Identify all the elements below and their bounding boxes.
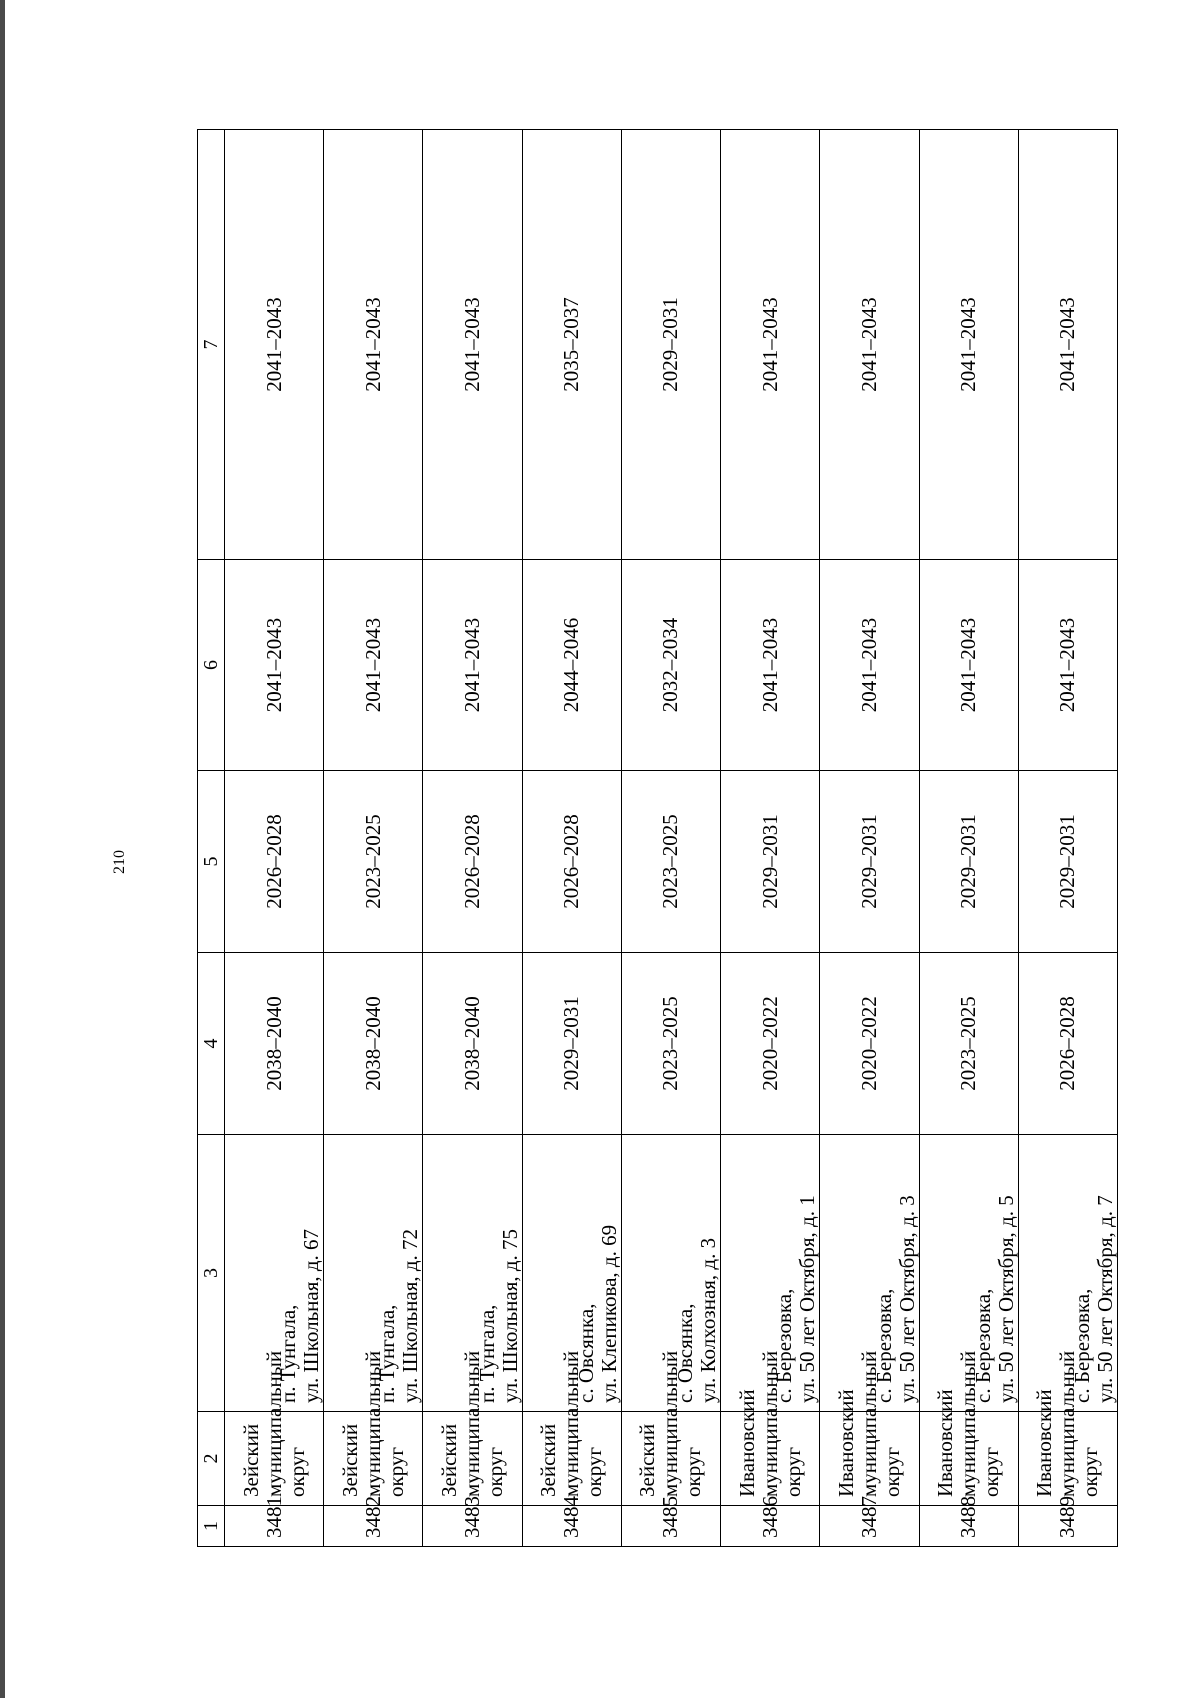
scan-left-edge xyxy=(0,0,5,1698)
address-line: с. Березовка, xyxy=(871,1288,896,1403)
period-cell-6: 2041–2043 xyxy=(324,560,423,771)
period-cell-7: 2041–2043 xyxy=(423,130,522,560)
table-header-row xyxy=(198,130,225,1547)
period-cell-4: 2020–2022 xyxy=(820,953,919,1135)
district-line: Зейский xyxy=(437,1423,462,1497)
column-header-1: 1 xyxy=(198,1506,225,1547)
period-cell-6: 2041–2043 xyxy=(423,560,522,771)
data-table xyxy=(197,129,1118,1547)
row-number-cell: 3488 xyxy=(919,1506,1018,1547)
address-line: с. Березовка, xyxy=(1070,1288,1094,1403)
district-cell xyxy=(820,1350,919,1506)
row-number-cell: 3485 xyxy=(621,1506,720,1547)
row-number-cell: 3484 xyxy=(522,1506,621,1547)
address-line: ул. 50 лет Октября, д. 7 xyxy=(1093,1195,1117,1403)
district-cell xyxy=(721,1350,820,1506)
row-number-cell: 3489 xyxy=(1018,1506,1117,1547)
period-cell-7: 2041–2043 xyxy=(919,130,1018,560)
district-line: Ивановский xyxy=(933,1389,958,1497)
district-line: муниципальный xyxy=(559,1350,584,1497)
district-line: округ xyxy=(383,1446,408,1497)
period-cell-6: 2041–2043 xyxy=(820,560,919,771)
period-cell-4: 2023–2025 xyxy=(919,953,1018,1135)
period-cell-6: 2041–2043 xyxy=(721,560,820,771)
row-number-cell: 3483 xyxy=(423,1506,522,1547)
row-number-cell: 3486 xyxy=(721,1506,820,1547)
period-cell-6: 2041–2043 xyxy=(225,560,324,771)
district-line: округ xyxy=(879,1446,904,1497)
row-number-cell: 3487 xyxy=(820,1506,919,1547)
address-line: ул. Школьная, д. 75 xyxy=(497,1228,522,1403)
period-cell-6: 2044–2046 xyxy=(522,560,621,771)
address-line: ул. Колхозная, д. 3 xyxy=(696,1237,721,1403)
period-cell-5: 2029–2031 xyxy=(721,771,820,953)
period-cell-5: 2029–2031 xyxy=(1018,771,1117,953)
district-line: округ xyxy=(483,1446,508,1497)
district-line: муниципальный xyxy=(261,1350,286,1497)
period-cell-5: 2029–2031 xyxy=(919,771,1018,953)
district-line: муниципальный xyxy=(460,1350,485,1497)
address-line: ул. Клепикова, д. 69 xyxy=(596,1224,621,1403)
period-cell-6: 2041–2043 xyxy=(1018,560,1117,771)
period-cell-5: 2026–2028 xyxy=(522,771,621,953)
table-row xyxy=(820,130,919,1547)
district-line: округ xyxy=(681,1446,706,1497)
period-cell-5: 2026–2028 xyxy=(423,771,522,953)
column-header-2: 2 xyxy=(198,1412,225,1506)
address-line: ул. Школьная, д. 72 xyxy=(398,1228,423,1403)
period-cell-5: 2023–2025 xyxy=(621,771,720,953)
table-row xyxy=(225,130,324,1547)
period-cell-6: 2041–2043 xyxy=(919,560,1018,771)
table-row xyxy=(621,130,720,1547)
period-cell-4: 2038–2040 xyxy=(324,953,423,1135)
district-line: округ xyxy=(284,1446,309,1497)
period-cell-4: 2020–2022 xyxy=(721,953,820,1135)
period-cell-4: 2038–2040 xyxy=(225,953,324,1135)
address-line: с. Березовка, xyxy=(772,1288,797,1403)
column-header-5: 5 xyxy=(198,771,225,953)
district-line: муниципальный xyxy=(956,1350,981,1497)
district-line: округ xyxy=(979,1446,1004,1497)
period-cell-7: 2041–2043 xyxy=(324,130,423,560)
period-cell-7: 2041–2043 xyxy=(820,130,919,560)
period-cell-4: 2029–2031 xyxy=(522,953,621,1135)
period-cell-4: 2026–2028 xyxy=(1018,953,1117,1135)
row-number-cell: 3482 xyxy=(324,1506,423,1547)
address-line: п. Тунгала, xyxy=(375,1304,400,1403)
district-line: муниципальный xyxy=(757,1350,782,1497)
period-cell-5: 2023–2025 xyxy=(324,771,423,953)
table-row xyxy=(721,130,820,1547)
district-line: Зейский xyxy=(337,1423,362,1497)
period-cell-5: 2026–2028 xyxy=(225,771,324,953)
period-cell-6: 2032–2034 xyxy=(621,560,720,771)
table-row xyxy=(324,130,423,1547)
table-body xyxy=(225,130,1118,1547)
period-cell-7: 2041–2043 xyxy=(225,130,324,560)
address-line: ул. 50 лет Октября, д. 5 xyxy=(993,1195,1018,1403)
row-number-cell: 3481 xyxy=(225,1506,324,1547)
address-line: ул. 50 лет Октября, д. 3 xyxy=(894,1195,919,1403)
page-number: 210 xyxy=(111,850,128,874)
district-line: округ xyxy=(780,1446,805,1497)
district-line: Ивановский xyxy=(833,1389,858,1497)
table-row xyxy=(522,130,621,1547)
address-line: с. Овсянка, xyxy=(673,1303,698,1403)
period-cell-7: 2041–2043 xyxy=(721,130,820,560)
column-header-7: 7 xyxy=(198,130,225,560)
period-cell-4: 2038–2040 xyxy=(423,953,522,1135)
address-line: п. Тунгала, xyxy=(276,1304,301,1403)
district-line: округ xyxy=(1078,1446,1103,1497)
address-line: с. Березовка, xyxy=(970,1288,995,1403)
period-cell-4: 2023–2025 xyxy=(621,953,720,1135)
district-line: муниципальный xyxy=(658,1350,683,1497)
column-header-4: 4 xyxy=(198,953,225,1135)
period-cell-7: 2035–2037 xyxy=(522,130,621,560)
column-header-6: 6 xyxy=(198,560,225,771)
district-cell xyxy=(1018,1350,1117,1506)
district-line: округ xyxy=(582,1446,607,1497)
address-line: п. Тунгала, xyxy=(474,1304,499,1403)
district-line: муниципальный xyxy=(856,1350,881,1497)
table-row xyxy=(919,130,1018,1547)
district-line: Ивановский xyxy=(1032,1389,1057,1497)
district-line: муниципальный xyxy=(360,1350,385,1497)
table-row xyxy=(423,130,522,1547)
district-line: муниципальный xyxy=(1055,1350,1080,1497)
district-cell xyxy=(919,1350,1018,1506)
district-line: Ивановский xyxy=(734,1389,759,1497)
district-line: Зейский xyxy=(635,1423,660,1497)
table-row xyxy=(1018,130,1117,1547)
address-line: с. Овсянка, xyxy=(573,1303,598,1403)
district-line: Зейский xyxy=(536,1423,561,1497)
column-header-3: 3 xyxy=(198,1135,225,1412)
district-line: Зейский xyxy=(238,1423,263,1497)
period-cell-5: 2029–2031 xyxy=(820,771,919,953)
period-cell-7: 2029–2031 xyxy=(621,130,720,560)
address-line: ул. Школьная, д. 67 xyxy=(299,1228,324,1403)
period-cell-7: 2041–2043 xyxy=(1018,130,1117,560)
address-line: ул. 50 лет Октября, д. 1 xyxy=(795,1195,820,1403)
rotated-table-container xyxy=(197,130,1118,1547)
